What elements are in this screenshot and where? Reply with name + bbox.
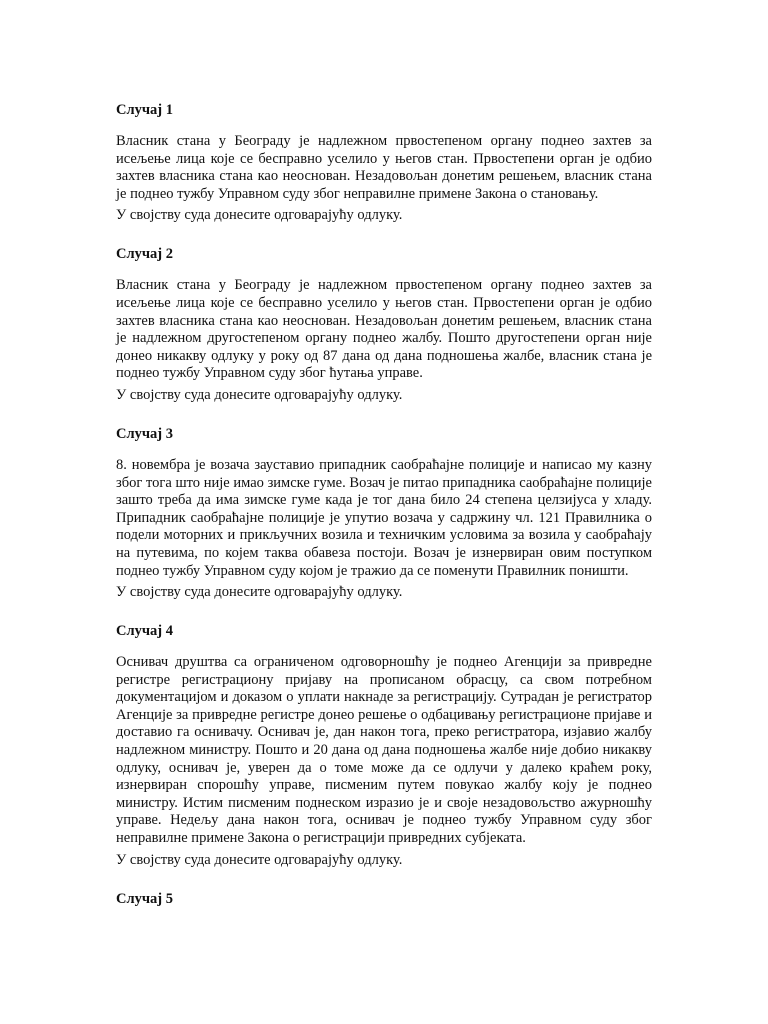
case-5 [116, 890, 652, 908]
case-5-title: Случај 5 [116, 890, 173, 907]
case-2-body: Власник стана у Београду је надлежном првостепеном органу поднео захтев за исељење лица које се бесправно уселило у његов стан. Првостепени орган је одбио захтев власника стана као неоснован. Незадовољан донетим решењем, власник стана је надлежном другостепеном органу поднео жалбу. Пошто другостепени орган није донео никакву одлуку у року од 87 дана од дана подношења жалбе, власник стана је поднео тужбу Управном суду због ћутања управе. [116, 277, 652, 382]
case-3-title: Случај 3 [116, 425, 173, 442]
case-1-body: Власник стана у Београду је надлежном првостепеном органу поднео захтев за исељење лица које се бесправно уселило у његов стан. Првостепени орган је одбио захтев власника стана као неоснован. Незадовољан донетим решењем, власник стана је поднео тужбу Управном суду због неправилне примене Закона о становању. [116, 133, 652, 202]
case-4-prompt: У својству суда донесите одговарајућу одлуку. [116, 851, 403, 868]
case-3 [116, 425, 652, 601]
case-3-prompt: У својству суда донесите одговарајућу одлуку. [116, 584, 403, 601]
case-2-title: Случај 2 [116, 246, 173, 263]
case-2-prompt: У својству суда донесите одговарајућу одлуку. [116, 386, 403, 403]
case-1 [116, 101, 652, 224]
case-2 [116, 245, 652, 404]
case-4 [116, 622, 652, 869]
case-1-title: Случај 1 [116, 102, 173, 118]
case-4-title: Случај 4 [116, 623, 173, 640]
case-3-body: 8. новембра је возача зауставио припадник саобраћајне полиције и написао му казну због тога што није имао зимске гуме. Возач је питао припадника саобраћајне полиције зашто треба да има зимске гуме када је тог дана било 24 степена целзијуса у хладу. Припадник саобраћајне полиције је упутио возача у садржину чл. 121 Правилника о подели моторних и прикључних возила и техничким условима за возила у саобраћају на путевима, по којем таква обавеза постоји. Возач је изнервиран овим поступком поднео тужбу Управном суду којом је тражио да се поменути Правилник поништи. [116, 456, 652, 579]
case-4-body: Оснивач друштва са ограниченом одговорношћу је поднео Агенцији за привредне регистре регистрациону пријаву на прописаном обрасцу, са свом потребном документацијом и доказом о уплати накнаде за регистрацију. Сутрадан је регистратор Агенције за привредне регистре донео решење о одбацивању регистрационе пријаве и доставио га оснивачу. Оснивач је, дан након тога, преко регистратора, изјавио жалбу надлежном министру. Пошто и 20 дана од дана подношења жалбе није добио никакву одлуку, оснивач је, уверен да о томе може да се одлучи у далеко краћем року, изнервиран спорошћу управе, писменим путем повукао жалбу коју је поднео министру. Истим писменим поднеском изразио је и своје незадовољство ажурношћу управе. Недељу дана након тога, оснивач је поднео тужбу Управном суду због неправилне примене Закона о регистрацији привредних субјеката. [116, 654, 652, 847]
case-1-prompt: У својству суда донесите одговарајућу одлуку. [116, 207, 403, 224]
document-body [116, 101, 652, 922]
